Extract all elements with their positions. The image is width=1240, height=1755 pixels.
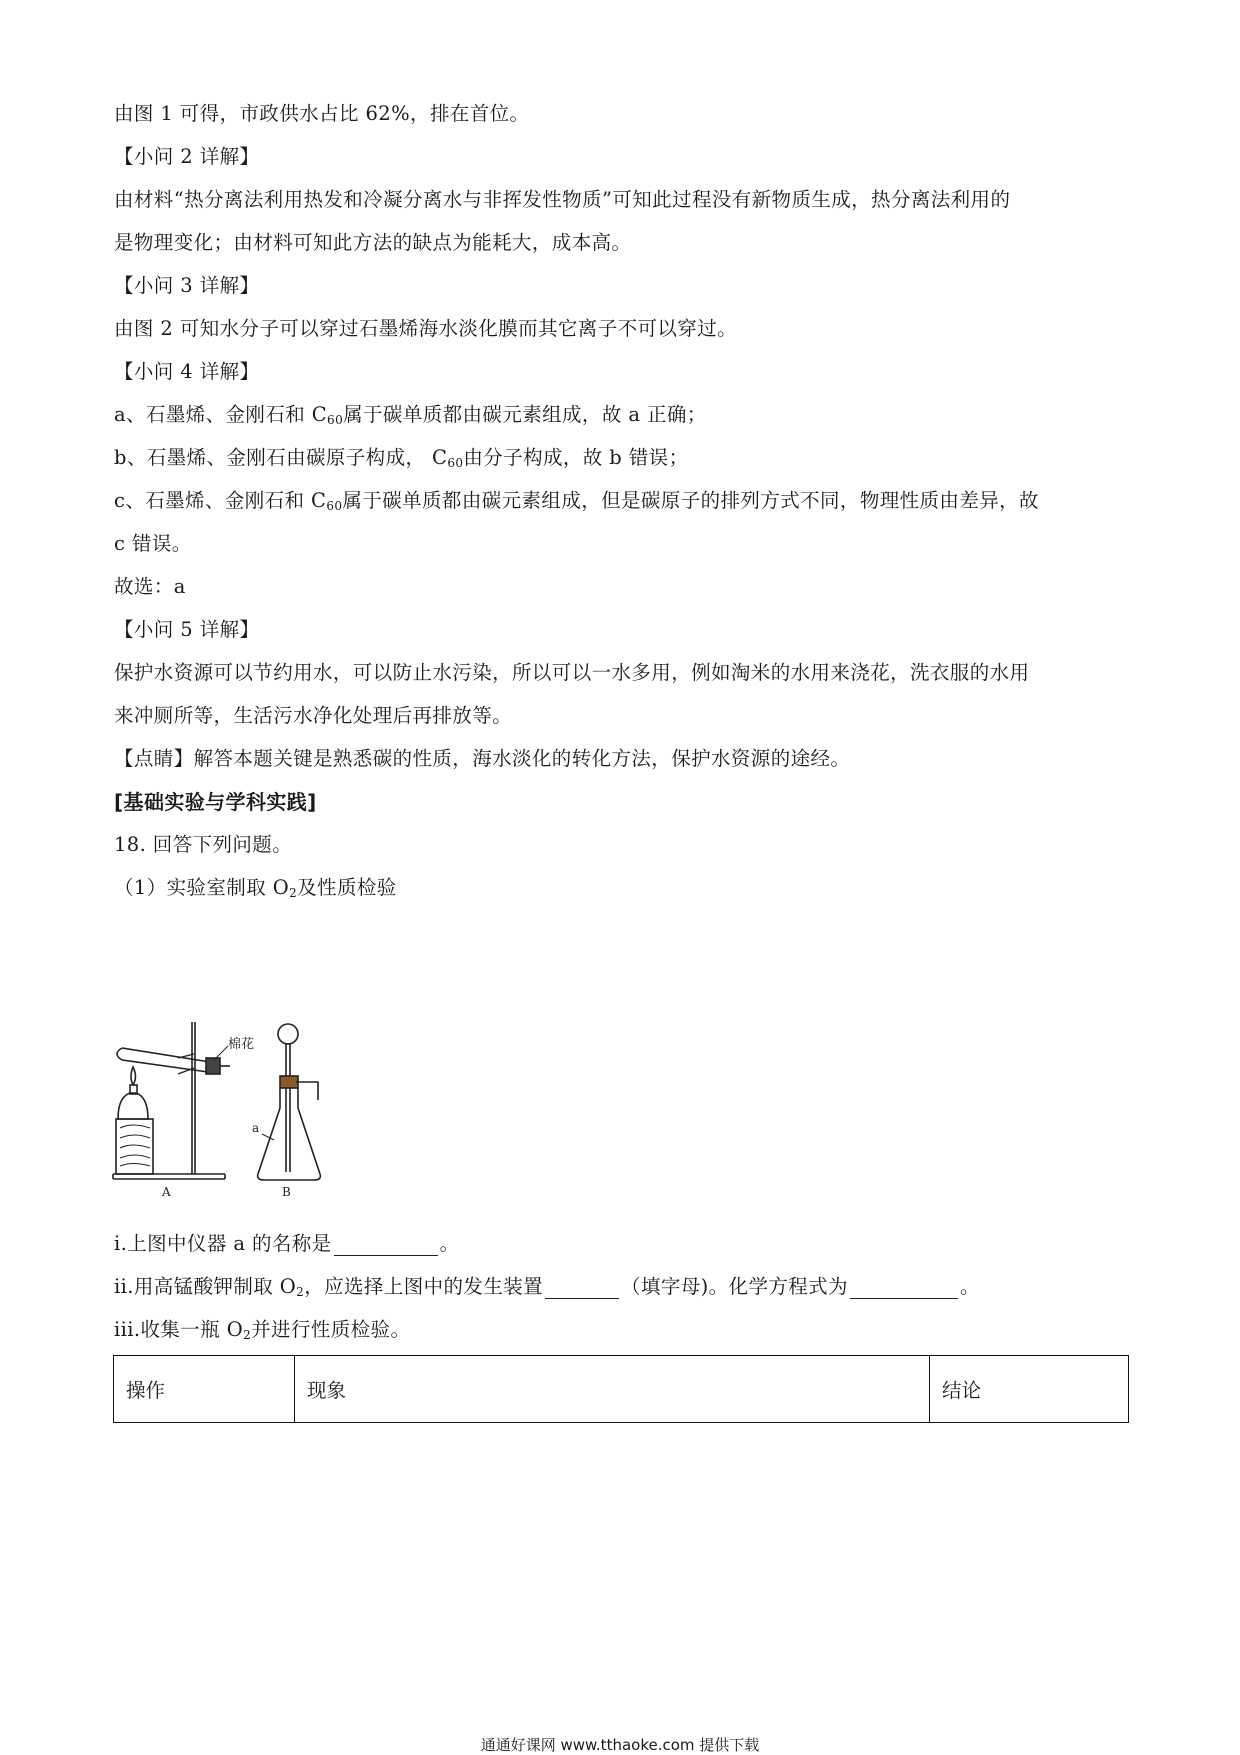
stopper — [206, 1058, 220, 1074]
text-fragment: i.上图中仪器 a 的名称是 — [114, 1232, 332, 1255]
delivery-tube — [296, 1082, 318, 1100]
header-phenomenon: 现象 — [295, 1356, 930, 1423]
stopper — [280, 1076, 298, 1088]
page-footer: 通通好课网 www.tthaoke.com 提供下载 — [480, 1736, 760, 1754]
option-a-line — [114, 399, 707, 427]
option-c-line — [114, 485, 1039, 513]
dianjing-text: 解答本题关键是熟悉碳的性质，海水淡化的转化方法，保护水资源的途经。 — [193, 747, 851, 770]
text-fragment: b、石墨烯、金刚石由碳原子构成， C — [114, 446, 448, 469]
test-tube — [122, 1048, 210, 1072]
table-header-row — [114, 1356, 1129, 1423]
question-18-title: 18. 回答下列问题。 — [114, 833, 293, 856]
dianjing-line — [114, 743, 850, 771]
text-fragment: 属于碳单质都由碳元素组成，故 a 正确； — [343, 403, 707, 426]
subscript: 60 — [327, 413, 344, 427]
text-fragment: 。 — [959, 1275, 980, 1298]
text-line: 由图 1 可得，市政供水占比 62%，排在首位。 — [114, 102, 530, 125]
subquestion-2-heading: 【小问 2 详解】 — [114, 145, 260, 168]
subscript: 60 — [447, 456, 464, 470]
apparatus-figure — [110, 1016, 350, 1198]
subquestion-3-heading: 【小问 3 详解】 — [114, 274, 260, 297]
dianjing-heading: 【点睛】 — [114, 747, 194, 770]
text-line: 是物理变化；由材料可知此方法的缺点为能耗大，成本高。 — [114, 231, 632, 254]
text-fragment: 及性质检验 — [297, 876, 397, 899]
section-heading: [基础实验与学科实践] — [114, 790, 317, 814]
text-fragment: 并进行性质检验。 — [251, 1318, 411, 1341]
flame — [131, 1067, 136, 1085]
question-18-part1 — [114, 872, 397, 900]
question-ii — [114, 1271, 980, 1299]
subquestion-5-heading: 【小问 5 详解】 — [114, 618, 260, 641]
text-line: 保护水资源可以节约用水，可以防止水污染，所以可以一水多用，例如淘米的水用来浇花，洗衣服的水用 — [114, 661, 1030, 684]
subscript: 2 — [289, 886, 298, 900]
text-fragment: 属于碳单质都由碳元素组成，但是碳原子的排列方式不同，物理性质由差异，故 — [342, 489, 1039, 512]
funnel-bulb — [278, 1024, 298, 1044]
answer-blank[interactable] — [850, 1278, 958, 1299]
header-conclusion: 结论 — [930, 1356, 1129, 1423]
text-fragment: a、石墨烯、金刚石和 C — [114, 403, 328, 426]
subquestion-4-heading: 【小问 4 详解】 — [114, 360, 260, 383]
text-fragment: （1）实验室制取 O — [114, 876, 290, 899]
answer-blank[interactable] — [545, 1278, 619, 1299]
text-fragment: ii.用高锰酸钾制取 O — [114, 1275, 297, 1298]
text-fragment: ，应选择上图中的发生装置 — [304, 1275, 544, 1298]
text-line: 故选：a — [114, 575, 186, 598]
question-i — [114, 1228, 459, 1256]
text-fragment: iii.收集一瓶 O — [114, 1318, 244, 1341]
header-operation: 操作 — [114, 1356, 295, 1423]
text-line: 来冲厕所等，生活污水净化处理后再排放等。 — [114, 704, 513, 727]
subscript: 60 — [326, 499, 343, 513]
text-line: 由图 2 可知水分子可以穿过石墨烯海水淡化膜而其它离子不可以穿过。 — [114, 317, 738, 340]
label-cotton: 棉花 — [228, 1037, 255, 1052]
subscript: 2 — [296, 1285, 305, 1299]
option-b-line — [114, 442, 688, 470]
conical-flask — [258, 1088, 321, 1180]
label-A: A — [162, 1185, 171, 1198]
text-line: c 错误。 — [114, 532, 192, 555]
text-line: 由材料“热分离法利用热发和冷凝分离水与非挥发性物质”可知此过程没有新物质生成，热分离法利用的 — [114, 188, 1011, 211]
question-iii — [114, 1314, 410, 1342]
text-fragment: c、石墨烯、金刚石和 C — [114, 489, 327, 512]
text-fragment: 。 — [439, 1232, 460, 1255]
text-fragment: （填字母)。化学方程式为 — [621, 1275, 848, 1298]
subscript: 2 — [243, 1328, 252, 1342]
alcohol-lamp — [118, 1093, 148, 1119]
label-a: a — [252, 1121, 260, 1135]
text-fragment: 由分子构成，故 b 错误； — [463, 446, 689, 469]
result-table — [113, 1355, 1129, 1423]
label-B: B — [282, 1185, 291, 1198]
answer-blank[interactable] — [334, 1235, 438, 1256]
